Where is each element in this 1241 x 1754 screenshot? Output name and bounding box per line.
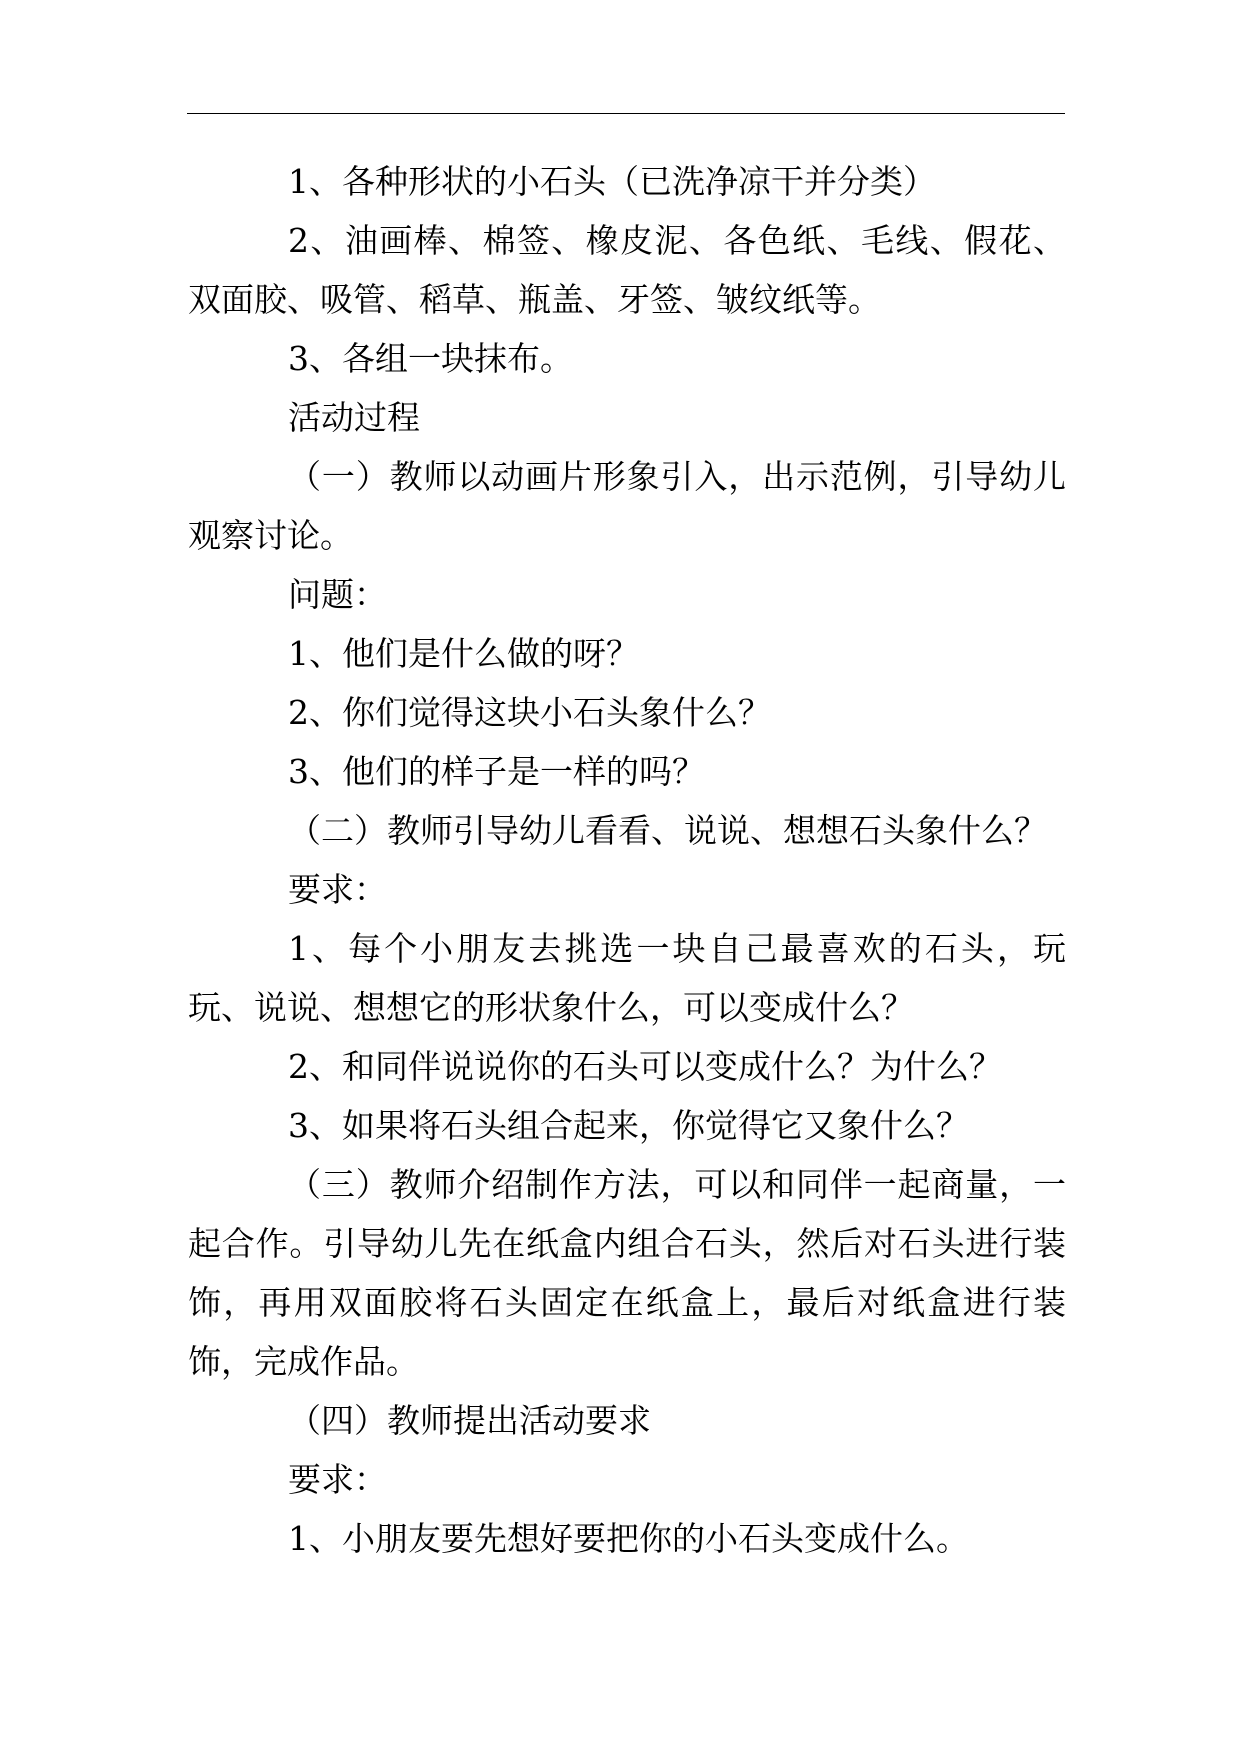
requirement-2-1: 1、小朋友要先想好要把你的小石头变成什么。 — [288, 1519, 969, 1558]
question-1: 1、他们是什么做的呀？ — [288, 634, 639, 673]
document-body — [188, 152, 1066, 1568]
section-heading-activity-process: 活动过程 — [288, 398, 420, 437]
step-3: （三）教师介绍制作方法，可以和同伴一起商量，一起合作。引导幼儿先在纸盒内组合石头，然后对石头进行装饰，再用双面胶将石头固定在纸盒上，最后对纸盒进行装饰，完成作品。 — [188, 1165, 1066, 1381]
material-item-2: 2、油画棒、棉签、橡皮泥、各色纸、毛线、假花、双面胶、吸管、稻草、瓶盖、牙签、皱纹纸等。 — [188, 221, 1066, 319]
step-4: （四）教师提出活动要求 — [288, 1401, 651, 1440]
step-2: （二）教师引导幼儿看看、说说、想想石头象什么？ — [288, 811, 1047, 850]
question-3: 3、他们的样子是一样的吗？ — [288, 752, 705, 791]
requirements-label-2: 要求： — [288, 1460, 387, 1499]
questions-label: 问题： — [288, 575, 387, 614]
requirement-1-1: 1、每个小朋友去挑选一块自己最喜欢的石头，玩玩、说说、想想它的形状象什么，可以变成什么？ — [188, 929, 1066, 1027]
requirement-1-3: 3、如果将石头组合起来，你觉得它又象什么？ — [288, 1106, 969, 1145]
question-2: 2、你们觉得这块小石头象什么？ — [288, 693, 771, 732]
material-item-3: 3、各组一块抹布。 — [288, 339, 573, 378]
header-rule — [187, 113, 1065, 114]
requirement-1-2: 2、和同伴说说你的石头可以变成什么？为什么？ — [288, 1047, 1002, 1086]
step-1: （一）教师以动画片形象引入，出示范例，引导幼儿观察讨论。 — [188, 457, 1066, 555]
requirements-label-1: 要求： — [288, 870, 387, 909]
material-item-1: 1、各种形状的小石头（已洗净凉干并分类） — [288, 162, 936, 201]
